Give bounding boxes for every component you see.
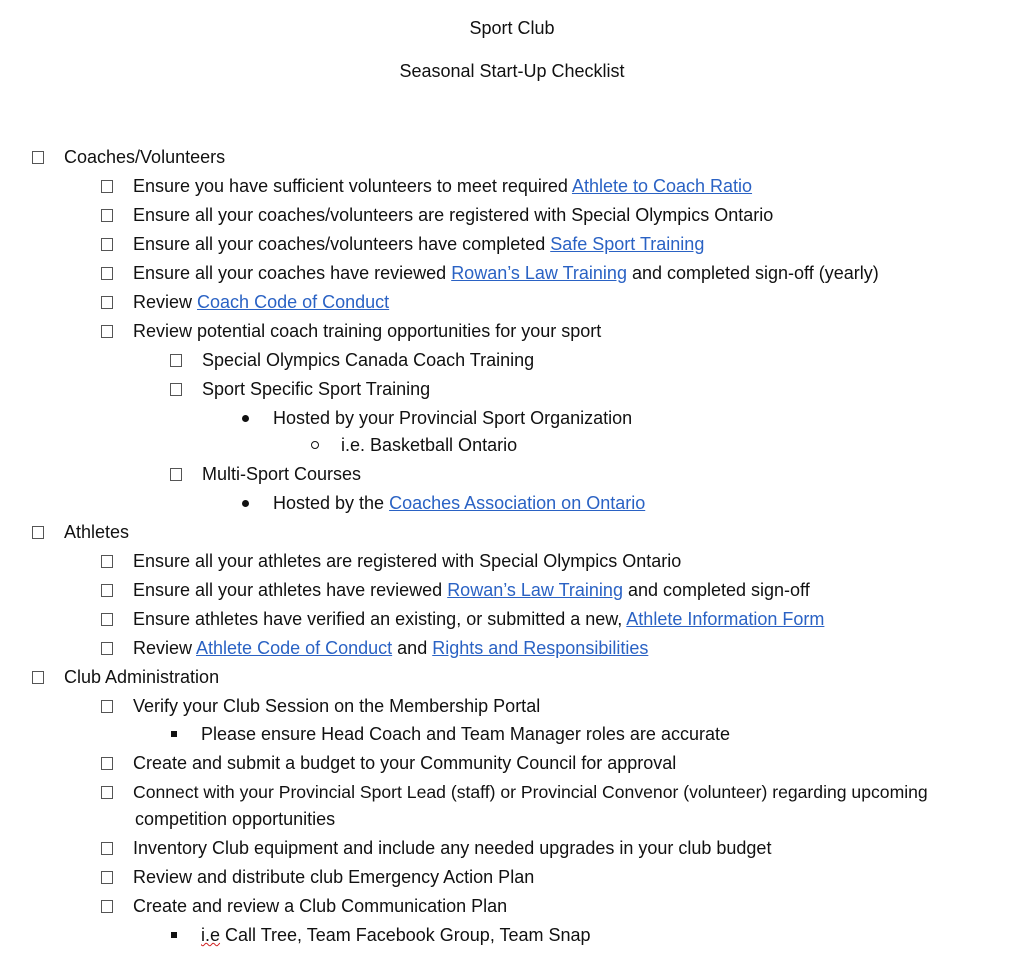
square-bullet-icon [171,731,177,737]
checkbox[interactable] [101,209,113,222]
checklist-subitem [170,348,534,372]
item-text: Ensure all your coaches/volunteers are registered with Special Olympics Ontario [133,205,774,225]
item-text: Ensure you have sufficient volunteers to meet required Athlete to Coach Ratio [133,176,753,196]
item-text: Ensure all your coaches have reviewed Rowan’s Law Training and completed sign-off (yearly) [133,263,879,283]
checkbox[interactable] [101,296,113,309]
checkbox[interactable] [101,842,113,855]
item-text: Connect with your Provincial Sport Lead (staff) or Provincial Convenor (volunteer) regarding upcoming [133,782,928,802]
document-subtitle: Seasonal Start-Up Checklist [399,61,625,81]
checkbox[interactable] [101,267,113,280]
item-text: Review potential coach training opportunities for your sport [133,321,602,341]
section-label: Club Administration [64,667,220,687]
checkbox[interactable] [101,642,113,655]
item-text: Sport Specific Sport Training [202,379,431,399]
athlete-to-coach-ratio-link[interactable]: Athlete to Coach Ratio [571,176,753,196]
section-athletes [32,520,129,544]
safe-sport-training-link[interactable]: Safe Sport Training [550,234,705,254]
coaches-association-link[interactable]: Coaches Association on Ontario [389,493,646,513]
item-text-continuation: competition opportunities [135,809,336,829]
item-text: Hosted by the Coaches Association on Ontario [273,493,646,513]
bullet-item [171,923,591,947]
checklist-item [101,836,771,860]
checklist-item [101,203,773,227]
bullet-item [311,433,517,457]
bullet-icon [242,500,249,507]
item-text: Ensure all your athletes have reviewed Rowan’s Law Training and completed sign-off [133,580,810,600]
checkbox[interactable] [101,180,113,193]
athlete-information-form-link[interactable]: Athlete Information Form [626,609,825,629]
section-coaches [32,145,225,169]
checkbox[interactable] [101,700,113,713]
checkbox[interactable] [32,671,44,684]
checklist-item [101,694,540,718]
item-text: Review and distribute club Emergency Action Plan [133,867,535,887]
checklist-subitem [170,377,430,401]
checklist-item [101,290,389,314]
checklist-item [101,174,752,198]
spellcheck-word: i.e [201,925,221,945]
item-text: i.e Call Tree, Team Facebook Group, Team Snap [201,925,591,945]
item-text: Ensure all your athletes are registered with Special Olympics Ontario [133,551,682,571]
checklist-item [101,894,507,918]
item-text: Create and submit a budget to your Community Council for approval [133,753,677,773]
checkbox[interactable] [101,871,113,884]
bullet-item [171,722,730,746]
item-text: Please ensure Head Coach and Team Manager roles are accurate [201,724,730,744]
checkbox[interactable] [170,383,182,396]
checklist-item [101,636,648,660]
bullet-icon [242,415,249,422]
checklist-item [101,780,928,804]
checkbox[interactable] [101,900,113,913]
checkbox[interactable] [170,468,182,481]
checklist-item [101,578,810,602]
checklist-item [101,319,601,343]
item-text: Ensure athletes have verified an existing, or submitted a new, Athlete Information Form [133,609,825,629]
rowans-law-training-link[interactable]: Rowan’s Law Training [451,263,627,283]
checklist-subitem [170,462,361,486]
checkbox[interactable] [101,786,113,799]
checklist-item [101,607,824,631]
checkbox[interactable] [32,151,44,164]
checklist-item [101,865,534,889]
checkbox[interactable] [101,584,113,597]
rowans-law-training-link[interactable]: Rowan’s Law Training [447,580,623,600]
checkbox[interactable] [101,613,113,626]
athlete-code-of-conduct-link[interactable]: Athlete Code of Conduct [196,638,393,658]
section-label: Coaches/Volunteers [64,147,226,167]
item-text: Hosted by your Provincial Sport Organization [273,408,633,428]
square-bullet-icon [171,932,177,938]
item-text: Create and review a Club Communication Plan [133,896,508,916]
checklist-item [101,232,704,256]
bullet-item [242,406,632,430]
checklist-item [101,261,879,285]
section-club-administration [32,665,219,689]
checklist-item [101,549,681,573]
item-text: i.e. Basketball Ontario [341,435,518,455]
checkbox[interactable] [101,757,113,770]
item-text: Ensure all your coaches/volunteers have completed Safe Sport Training [133,234,705,254]
coach-code-of-conduct-link[interactable]: Coach Code of Conduct [197,292,390,312]
checkbox[interactable] [101,555,113,568]
circle-bullet-icon [311,441,319,449]
rights-and-responsibilities-link[interactable]: Rights and Responsibilities [432,638,649,658]
document-title: Sport Club [469,18,555,38]
item-text: Inventory Club equipment and include any needed upgrades in your club budget [133,838,772,858]
checklist-item [101,751,676,775]
item-text: Special Olympics Canada Coach Training [202,350,535,370]
checkbox[interactable] [32,526,44,539]
section-label: Athletes [64,522,130,542]
item-text: Verify your Club Session on the Membership Portal [133,696,541,716]
checkbox[interactable] [101,238,113,251]
bullet-item [242,491,645,515]
checkbox[interactable] [170,354,182,367]
item-text: Multi-Sport Courses [202,464,362,484]
item-text: Review Athlete Code of Conduct and Rights and Responsibilities [133,638,649,658]
item-text: Review Coach Code of Conduct [133,292,390,312]
checkbox[interactable] [101,325,113,338]
